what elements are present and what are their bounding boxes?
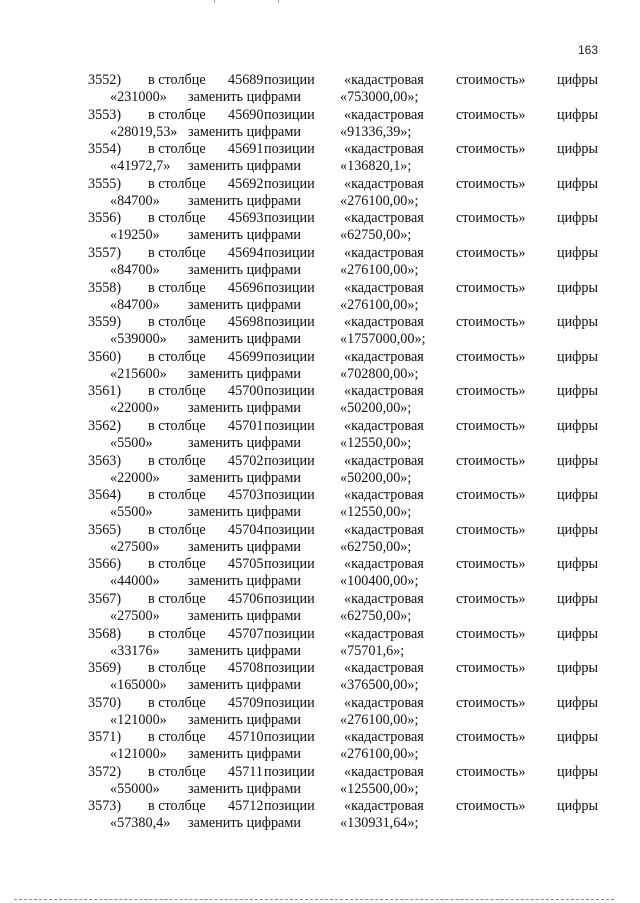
- old-value: «27500»: [110, 538, 160, 555]
- position-text: позиции: [264, 660, 315, 677]
- item-number: 3566): [88, 556, 122, 573]
- old-value: «55000»: [110, 780, 160, 797]
- cost-text: стоимость»: [456, 521, 526, 538]
- cadastral-text: «кадастровая: [344, 72, 424, 88]
- item-code: 45696: [228, 279, 264, 296]
- item-code: 45705: [228, 556, 264, 573]
- amendment-item: [0, 107, 640, 142]
- old-value: «33176»: [110, 642, 160, 659]
- digits-text: цифры: [557, 660, 599, 677]
- digits-text: цифры: [557, 314, 599, 331]
- old-value: «84700»: [110, 296, 160, 313]
- item-number: 3570): [88, 694, 122, 711]
- old-value: «539000»: [110, 331, 167, 348]
- old-value: «84700»: [110, 192, 160, 209]
- item-code: 45708: [228, 660, 264, 677]
- cadastral-text: «кадастровая: [344, 383, 424, 400]
- new-value: «276100,00»;: [340, 711, 419, 728]
- amendment-item: [0, 280, 640, 315]
- position-text: позиции: [264, 244, 315, 261]
- item-code: 45700: [228, 383, 264, 400]
- replace-text: заменить цифрами: [188, 261, 301, 278]
- cadastral-text: «кадастровая: [344, 141, 424, 158]
- item-code: 45712: [228, 798, 264, 815]
- old-value: «57380,4»: [110, 815, 171, 832]
- cost-text: стоимость»: [456, 417, 526, 434]
- replace-text: заменить цифрами: [188, 677, 301, 694]
- amendment-item: [0, 141, 640, 176]
- item-code: 45702: [228, 452, 264, 469]
- digits-text: цифры: [557, 417, 599, 434]
- in-column-text: в столбце: [148, 279, 206, 296]
- amendment-item: [0, 764, 640, 799]
- item-code: 45699: [228, 348, 264, 365]
- digits-text: цифры: [557, 244, 599, 261]
- position-text: позиции: [264, 279, 315, 296]
- old-value: «22000»: [110, 400, 160, 417]
- item-code: 45693: [228, 210, 264, 227]
- replace-text: заменить цифрами: [188, 746, 301, 763]
- item-number: 3555): [88, 175, 122, 192]
- cost-text: стоимость»: [456, 210, 526, 227]
- position-text: позиции: [264, 763, 315, 780]
- old-value: «121000»: [110, 746, 167, 763]
- cadastral-text: «кадастровая: [344, 694, 424, 711]
- digits-text: цифры: [557, 279, 599, 296]
- amendment-list: [0, 72, 640, 833]
- cadastral-text: «кадастровая: [344, 625, 424, 642]
- position-text: позиции: [264, 625, 315, 642]
- new-value: «91336,39»;: [340, 123, 412, 140]
- in-column-text: в столбце: [148, 106, 206, 123]
- cost-text: стоимость»: [456, 763, 526, 780]
- position-text: позиции: [264, 521, 315, 538]
- replace-text: заменить цифрами: [188, 400, 301, 417]
- new-value: «62750,00»;: [340, 227, 412, 244]
- cadastral-text: «кадастровая: [344, 763, 424, 780]
- new-value: «62750,00»;: [340, 607, 412, 624]
- cost-text: стоимость»: [456, 383, 526, 400]
- cadastral-text: «кадастровая: [344, 590, 424, 607]
- position-text: позиции: [264, 487, 315, 504]
- scan-mark: [278, 0, 279, 3]
- old-value: «41972,7»: [110, 158, 171, 175]
- replace-text: заменить цифрами: [188, 573, 301, 590]
- digits-text: цифры: [557, 487, 599, 504]
- digits-text: цифры: [557, 452, 599, 469]
- new-value: «702800,00»;: [340, 365, 419, 382]
- replace-text: заменить цифрами: [188, 780, 301, 797]
- new-value: «100400,00»;: [340, 573, 419, 590]
- amendment-item: [0, 729, 640, 764]
- cost-text: стоимость»: [456, 72, 526, 88]
- new-value: «50200,00»;: [340, 400, 412, 417]
- old-value: «5500»: [110, 504, 153, 521]
- new-value: «1757000,00»;: [340, 331, 426, 348]
- item-code: 45709: [228, 694, 264, 711]
- new-value: «276100,00»;: [340, 261, 419, 278]
- item-number: 3552): [88, 72, 122, 88]
- amendment-item: [0, 383, 640, 418]
- digits-text: цифры: [557, 556, 599, 573]
- cost-text: стоимость»: [456, 660, 526, 677]
- amendment-item: [0, 245, 640, 280]
- cost-text: стоимость»: [456, 798, 526, 815]
- cost-text: стоимость»: [456, 590, 526, 607]
- in-column-text: в столбце: [148, 660, 206, 677]
- replace-text: заменить цифрами: [188, 192, 301, 209]
- item-code: 45711: [228, 763, 263, 780]
- cadastral-text: «кадастровая: [344, 521, 424, 538]
- position-text: позиции: [264, 452, 315, 469]
- position-text: позиции: [264, 141, 315, 158]
- cost-text: стоимость»: [456, 729, 526, 746]
- item-number: 3556): [88, 210, 122, 227]
- new-value: «753000,00»;: [340, 89, 419, 105]
- cost-text: стоимость»: [456, 625, 526, 642]
- position-text: позиции: [264, 694, 315, 711]
- replace-text: заменить цифрами: [188, 89, 301, 105]
- position-text: позиции: [264, 72, 315, 88]
- item-number: 3563): [88, 452, 122, 469]
- old-value: «215600»: [110, 365, 167, 382]
- item-number: 3561): [88, 383, 122, 400]
- digits-text: цифры: [557, 348, 599, 365]
- in-column-text: в столбце: [148, 625, 206, 642]
- digits-text: цифры: [557, 521, 599, 538]
- item-number: 3557): [88, 244, 122, 261]
- replace-text: заменить цифрами: [188, 227, 301, 244]
- in-column-text: в столбце: [148, 487, 206, 504]
- replace-text: заменить цифрами: [188, 469, 301, 486]
- position-text: позиции: [264, 106, 315, 123]
- replace-text: заменить цифрами: [188, 434, 301, 451]
- cost-text: стоимость»: [456, 556, 526, 573]
- cadastral-text: «кадастровая: [344, 798, 424, 815]
- old-value: «19250»: [110, 227, 160, 244]
- item-number: 3567): [88, 590, 122, 607]
- in-column-text: в столбце: [148, 175, 206, 192]
- cost-text: стоимость»: [456, 694, 526, 711]
- cadastral-text: «кадастровая: [344, 314, 424, 331]
- amendment-item: [0, 453, 640, 488]
- item-code: 45710: [228, 729, 264, 746]
- amendment-item: [0, 349, 640, 384]
- cadastral-text: «кадастровая: [344, 487, 424, 504]
- in-column-text: в столбце: [148, 763, 206, 780]
- cost-text: стоимость»: [456, 244, 526, 261]
- digits-text: цифры: [557, 590, 599, 607]
- replace-text: заменить цифрами: [188, 296, 301, 313]
- amendment-item: [0, 210, 640, 245]
- item-number: 3569): [88, 660, 122, 677]
- item-number: 3554): [88, 141, 122, 158]
- cost-text: стоимость»: [456, 141, 526, 158]
- new-value: «12550,00»;: [340, 504, 412, 521]
- in-column-text: в столбце: [148, 521, 206, 538]
- in-column-text: в столбце: [148, 798, 206, 815]
- digits-text: цифры: [557, 210, 599, 227]
- cadastral-text: «кадастровая: [344, 175, 424, 192]
- new-value: «276100,00»;: [340, 296, 419, 313]
- new-value: «276100,00»;: [340, 746, 419, 763]
- amendment-item: [0, 487, 640, 522]
- amendment-item: [0, 556, 640, 591]
- in-column-text: в столбце: [148, 210, 206, 227]
- replace-text: заменить цифрами: [188, 711, 301, 728]
- in-column-text: в столбце: [148, 590, 206, 607]
- digits-text: цифры: [557, 729, 599, 746]
- item-code: 45698: [228, 314, 264, 331]
- replace-text: заменить цифрами: [188, 331, 301, 348]
- replace-text: заменить цифрами: [188, 815, 301, 832]
- amendment-item: [0, 176, 640, 211]
- cadastral-text: «кадастровая: [344, 279, 424, 296]
- in-column-text: в столбце: [148, 417, 206, 434]
- digits-text: цифры: [557, 798, 599, 815]
- cost-text: стоимость»: [456, 487, 526, 504]
- bottom-rule: [14, 899, 614, 900]
- cost-text: стоимость»: [456, 106, 526, 123]
- old-value: «28019,53»: [110, 123, 178, 140]
- amendment-item: [0, 72, 640, 107]
- digits-text: цифры: [557, 106, 599, 123]
- amendment-item: [0, 660, 640, 695]
- old-value: «5500»: [110, 434, 153, 451]
- in-column-text: в столбце: [148, 72, 206, 88]
- cost-text: стоимость»: [456, 314, 526, 331]
- replace-text: заменить цифрами: [188, 123, 301, 140]
- position-text: позиции: [264, 210, 315, 227]
- item-number: 3568): [88, 625, 122, 642]
- digits-text: цифры: [557, 694, 599, 711]
- item-number: 3572): [88, 763, 122, 780]
- replace-text: заменить цифрами: [188, 607, 301, 624]
- item-code: 45691: [228, 141, 264, 158]
- cost-text: стоимость»: [456, 175, 526, 192]
- old-value: «22000»: [110, 469, 160, 486]
- item-number: 3562): [88, 417, 122, 434]
- position-text: позиции: [264, 175, 315, 192]
- item-code: 45690: [228, 106, 264, 123]
- item-number: 3560): [88, 348, 122, 365]
- in-column-text: в столбце: [148, 348, 206, 365]
- position-text: позиции: [264, 729, 315, 746]
- item-number: 3571): [88, 729, 122, 746]
- amendment-item: [0, 695, 640, 730]
- position-text: позиции: [264, 314, 315, 331]
- cadastral-text: «кадастровая: [344, 556, 424, 573]
- cost-text: стоимость»: [456, 348, 526, 365]
- new-value: «62750,00»;: [340, 538, 412, 555]
- item-number: 3573): [88, 798, 122, 815]
- in-column-text: в столбце: [148, 452, 206, 469]
- digits-text: цифры: [557, 625, 599, 642]
- cadastral-text: «кадастровая: [344, 729, 424, 746]
- item-code: 45707: [228, 625, 264, 642]
- in-column-text: в столбце: [148, 694, 206, 711]
- in-column-text: в столбце: [148, 383, 206, 400]
- new-value: «12550,00»;: [340, 434, 412, 451]
- item-number: 3558): [88, 279, 122, 296]
- digits-text: цифры: [557, 141, 599, 158]
- cadastral-text: «кадастровая: [344, 244, 424, 261]
- page-number: 163: [578, 43, 599, 57]
- amendment-item: [0, 798, 640, 833]
- item-code: 45689: [228, 72, 264, 88]
- cadastral-text: «кадастровая: [344, 210, 424, 227]
- in-column-text: в столбце: [148, 314, 206, 331]
- replace-text: заменить цифрами: [188, 538, 301, 555]
- in-column-text: в столбце: [148, 141, 206, 158]
- cost-text: стоимость»: [456, 452, 526, 469]
- new-value: «75701,6»;: [340, 642, 405, 659]
- item-number: 3564): [88, 487, 122, 504]
- item-number: 3565): [88, 521, 122, 538]
- old-value: «44000»: [110, 573, 160, 590]
- new-value: «376500,00»;: [340, 677, 419, 694]
- replace-text: заменить цифрами: [188, 642, 301, 659]
- new-value: «276100,00»;: [340, 192, 419, 209]
- position-text: позиции: [264, 417, 315, 434]
- cadastral-text: «кадастровая: [344, 348, 424, 365]
- replace-text: заменить цифрами: [188, 504, 301, 521]
- amendment-item: [0, 626, 640, 661]
- new-value: «136820,1»;: [340, 158, 412, 175]
- item-code: 45704: [228, 521, 264, 538]
- new-value: «130931,64»;: [340, 815, 419, 832]
- digits-text: цифры: [557, 383, 599, 400]
- old-value: «27500»: [110, 607, 160, 624]
- digits-text: цифры: [557, 72, 599, 88]
- digits-text: цифры: [557, 763, 599, 780]
- item-code: 45692: [228, 175, 264, 192]
- position-text: позиции: [264, 556, 315, 573]
- new-value: «50200,00»;: [340, 469, 412, 486]
- item-number: 3553): [88, 106, 122, 123]
- digits-text: цифры: [557, 175, 599, 192]
- item-code: 45701: [228, 417, 264, 434]
- new-value: «125500,00»;: [340, 780, 419, 797]
- cadastral-text: «кадастровая: [344, 106, 424, 123]
- amendment-item: [0, 314, 640, 349]
- old-value: «84700»: [110, 261, 160, 278]
- in-column-text: в столбце: [148, 244, 206, 261]
- amendment-item: [0, 522, 640, 557]
- amendment-item: [0, 418, 640, 453]
- in-column-text: в столбце: [148, 556, 206, 573]
- item-code: 45703: [228, 487, 264, 504]
- replace-text: заменить цифрами: [188, 365, 301, 382]
- old-value: «231000»: [110, 89, 167, 105]
- position-text: позиции: [264, 348, 315, 365]
- position-text: позиции: [264, 590, 315, 607]
- position-text: позиции: [264, 383, 315, 400]
- amendment-item: [0, 591, 640, 626]
- cadastral-text: «кадастровая: [344, 452, 424, 469]
- item-number: 3559): [88, 314, 122, 331]
- scan-mark: [214, 0, 215, 3]
- in-column-text: в столбце: [148, 729, 206, 746]
- item-code: 45694: [228, 244, 264, 261]
- position-text: позиции: [264, 798, 315, 815]
- replace-text: заменить цифрами: [188, 158, 301, 175]
- old-value: «165000»: [110, 677, 167, 694]
- cost-text: стоимость»: [456, 279, 526, 296]
- cadastral-text: «кадастровая: [344, 417, 424, 434]
- item-code: 45706: [228, 590, 264, 607]
- old-value: «121000»: [110, 711, 167, 728]
- cadastral-text: «кадастровая: [344, 660, 424, 677]
